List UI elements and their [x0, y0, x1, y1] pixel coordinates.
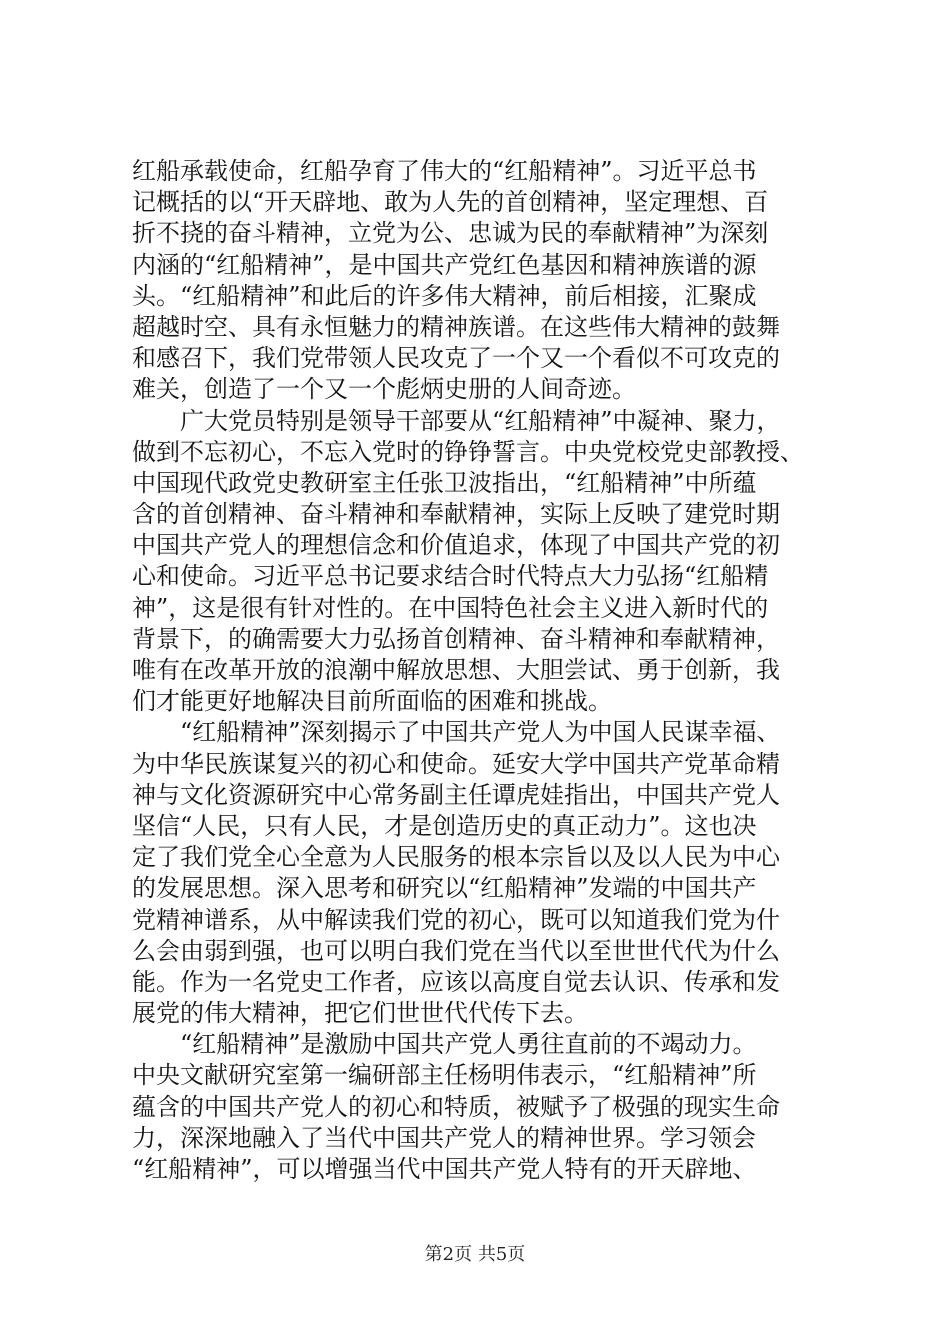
- text-line: 么会由弱到强，也可以明白我们党在当代以至世世代代为什么: [132, 936, 780, 965]
- text-line: 力，深深地融入了当代中国共产党人的精神世界。学习领会: [132, 1123, 756, 1152]
- text-line: 党精神谱系，从中解读我们党的初心，既可以知道我们党为什: [132, 905, 780, 934]
- text-line: 红船承载使命，红船孕育了伟大的“红船精神”。习近平总书: [132, 157, 757, 185]
- text-line: 记概括的以“开天辟地、敢为人先的首创精神，坚定理想、百: [132, 188, 769, 217]
- text-line: 能。作为一名党史工作者，应该以高度自觉去认识、传承和发: [132, 967, 780, 996]
- text-line: 坚信“人民，只有人民，才是创造历史的真正动力”。这也决: [132, 811, 757, 840]
- text-line: 和感召下，我们党带领人民攻克了一个又一个看似不可攻克的: [132, 344, 780, 373]
- paragraph-first-line: “红船精神”是激励中国共产党人勇往直前的不竭动力。: [180, 1030, 757, 1059]
- text-line: 展党的伟大精神，把它们世世代代传下去。: [132, 999, 588, 1028]
- text-line: “红船精神”，可以增强当代中国共产党人特有的开天辟地、: [132, 1155, 757, 1183]
- text-line: 神与文化资源研究中心常务副主任谭虎娃指出，中国共产党人: [132, 780, 780, 809]
- paragraph-first-line: 广大党员特别是领导干部要从“红船精神”中凝神、聚力，: [180, 406, 781, 435]
- text-line: 唯有在改革开放的浪潮中解放思想、大胆尝试、勇于创新，我: [132, 656, 780, 684]
- text-line: 的发展思想。深入思考和研究以“红船精神”发端的中国共产: [132, 874, 757, 903]
- text-line: 折不挠的奋斗精神，立党为公、忠诚为民的奉献精神”为深刻: [132, 219, 769, 248]
- text-line: 神”，这是很有针对性的。在中国特色社会主义进入新时代的: [132, 593, 769, 622]
- text-line: 内涵的“红船精神”，是中国共产党红色基因和精神族谱的源: [132, 250, 757, 279]
- text-line: 难关，创造了一个又一个彪炳史册的人间奇迹。: [132, 375, 636, 404]
- paragraph-first-line: “红船精神”深刻揭示了中国共产党人为中国人民谋幸福、: [180, 718, 781, 747]
- text-line: 们才能更好地解决目前所面临的困难和挑战。: [132, 687, 612, 716]
- text-line: 心和使命。习近平总书记要求结合时代特点大力弘扬“红船精: [132, 562, 769, 591]
- text-line: 中国共产党人的理想信念和价值追求，体现了中国共产党的初: [132, 531, 780, 560]
- text-line: 定了我们党全心全意为人民服务的根本宗旨以及以人民为中心: [132, 843, 780, 872]
- text-line: 头。“红船精神”和此后的许多伟大精神，前后相接，汇聚成: [132, 281, 757, 310]
- text-line: 超越时空、具有永恒魅力的精神族谱。在这些伟大精神的鼓舞: [132, 312, 780, 341]
- text-line: 为中华民族谋复兴的初心和使命。延安大学中国共产党革命精: [132, 749, 780, 778]
- page-footer: 第2页 共5页: [424, 1244, 526, 1265]
- text-line: 蕴含的中国共产党人的初心和特质，被赋予了极强的现实生命: [132, 1092, 780, 1121]
- text-line: 做到不忘初心，不忘入党时的铮铮誓言。中央党校党史部教授、: [132, 437, 804, 466]
- text-line: 含的首创精神、奋斗精神和奉献精神，实际上反映了建党时期: [132, 500, 780, 529]
- text-line: 中国现代政党史教研室主任张卫波指出，“红船精神”中所蕴: [132, 468, 757, 497]
- text-line: 背景下，的确需要大力弘扬首创精神、奋斗精神和奉献精神，: [132, 624, 780, 653]
- text-line: 中央文献研究室第一编研部主任杨明伟表示，“红船精神”所: [132, 1061, 757, 1090]
- document-body: [132, 156, 832, 1185]
